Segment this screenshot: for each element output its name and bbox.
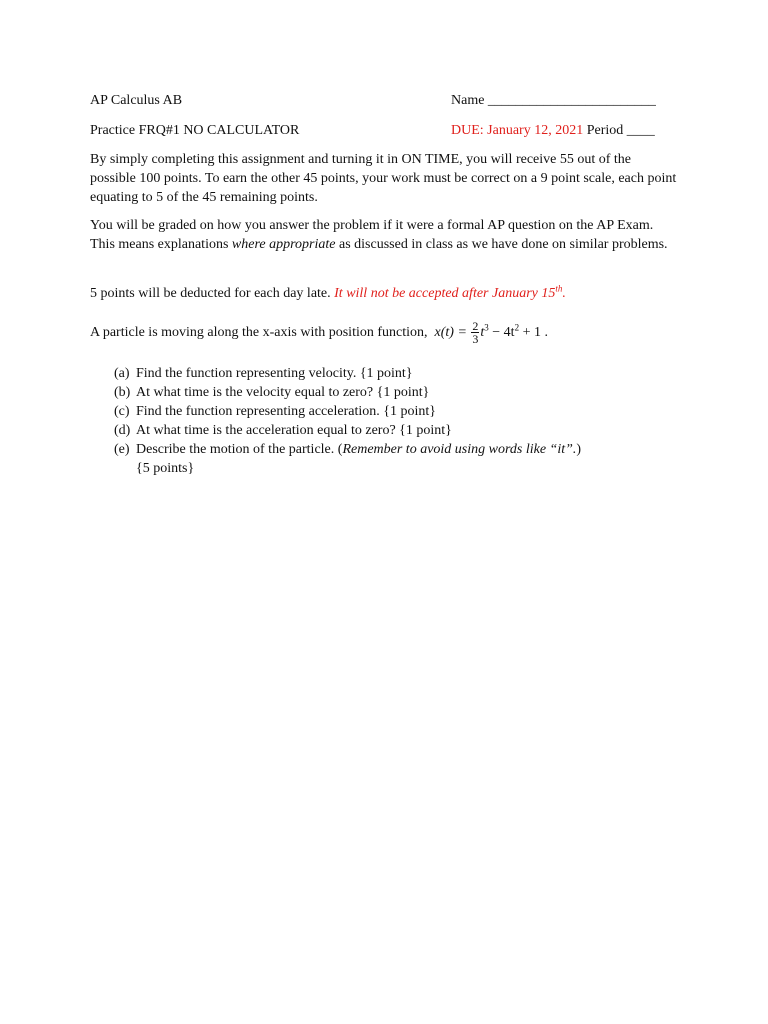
problem-statement-text: A particle is moving along the x-axis with position function,	[90, 325, 428, 340]
intro-p2-text-a: You will be graded on how you answer the problem if it were a formal AP question on the AP Exam. This means explanations	[90, 218, 654, 252]
part-label: (a)	[114, 366, 130, 381]
late-policy-superscript: th	[555, 283, 563, 294]
part-text: At what time is the velocity equal to zero? {1 point}	[136, 385, 430, 400]
late-policy-text: 5 points will be deducted for each day late.	[90, 286, 335, 301]
part-label: (e)	[114, 442, 130, 457]
fraction-numerator: 2	[472, 319, 479, 334]
part-e-emphasis: Remember to avoid using words like “it”.	[342, 442, 577, 457]
late-policy-period: .	[562, 286, 566, 301]
intro-paragraph-2	[90, 216, 680, 254]
part-label: (b)	[114, 385, 131, 400]
question-list	[114, 364, 674, 478]
intro-p2-text-b: as discussed in class as we have done on similar problems.	[335, 237, 668, 252]
list-item	[114, 383, 674, 402]
fraction-denominator: 3	[472, 332, 479, 347]
part-label: (c)	[114, 404, 130, 419]
part-e-close: )	[576, 442, 582, 457]
part-e-points: {5 points}	[136, 461, 195, 476]
due-period	[451, 121, 655, 141]
list-item	[114, 402, 674, 421]
intro-paragraph-1: By simply completing this assignment and turning it in ON TIME, you will receive 55 out of the possible 100 points. To earn the other 45 points, your work must be correct on a 9 point scale, each point equating to 5 of the 45 remaining points.	[90, 152, 677, 205]
late-policy-warning	[334, 283, 566, 301]
position-function	[431, 319, 548, 347]
part-text: At what time is the acceleration equal to zero? {1 point}	[136, 423, 452, 438]
exponent-3: 3	[484, 322, 489, 333]
late-policy	[90, 284, 680, 303]
problem-statement	[90, 319, 680, 347]
list-item	[114, 440, 674, 478]
function-term-constant: + 1 .	[519, 325, 548, 340]
part-text: Find the function representing acceleration. {1 point}	[136, 404, 436, 419]
course-title: AP Calculus AB	[90, 93, 183, 108]
function-term-t: t	[480, 325, 485, 340]
part-label: (d)	[114, 423, 131, 438]
header-row-2	[90, 121, 690, 141]
function-lhs: x(t) =	[434, 325, 471, 340]
fraction	[471, 320, 479, 345]
list-item	[114, 421, 674, 440]
intro-p2-emphasis: where appropriate	[231, 237, 336, 252]
exponent-2: 2	[514, 322, 520, 333]
late-policy-warning-text: It will not be accepted after January 15	[334, 286, 556, 301]
due-date: DUE: January 12, 2021	[451, 123, 584, 138]
period-field: Period ____	[586, 123, 655, 138]
header-row-1	[90, 91, 690, 111]
assignment-title: Practice FRQ#1 NO CALCULATOR	[90, 123, 300, 138]
name-field: Name ________________________	[451, 93, 656, 108]
list-item	[114, 364, 674, 383]
function-term-4t: − 4t	[488, 325, 515, 340]
part-text: Find the function representing velocity. {1 point}	[136, 366, 413, 381]
part-text: Describe the motion of the particle. (	[136, 442, 343, 457]
